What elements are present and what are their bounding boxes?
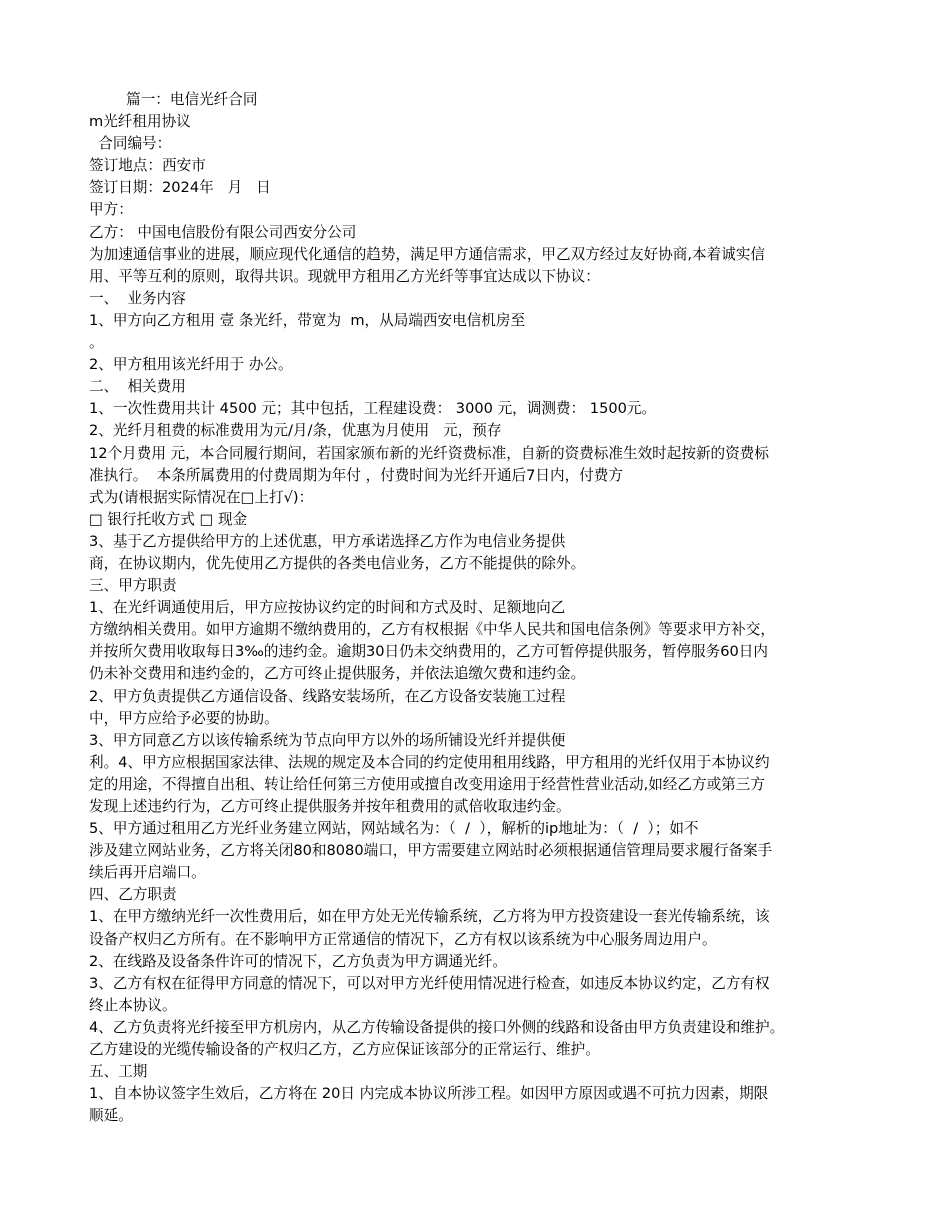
clause-line: 1、在甲方缴纳光纤一次性费用后，如在甲方处无光传输系统，乙方将为甲方投资建设一套光传输系统，该	[89, 908, 770, 926]
clause-line: 1、一次性费用共计 4500 元；其中包括，工程建设费： 3000 元，调测费： 1500元。	[89, 400, 657, 418]
clause-line: 2、甲方负责提供乙方通信设备、线路安装场所，在乙方设备安装施工过程	[89, 687, 566, 705]
clause-line: 续后再开启端口。	[89, 864, 206, 882]
signing-place: 签订地点：西安市	[89, 157, 206, 175]
clause-line: 3、乙方有权在征得甲方同意的情况下，可以对甲方光纤使用情况进行检查，如违反本协议约定，乙方有权	[89, 974, 770, 992]
contract-number: 合同编号：	[89, 135, 172, 153]
clause-line: 式为(请根据实际情况在□上打√)：	[89, 488, 314, 506]
clause-line: 1、在光纤调通使用后，甲方应按协议约定的时间和方式及时、足额地向乙	[89, 599, 566, 617]
clause-line: 2、在线路及设备条件许可的情况下，乙方负责为甲方调通光纤。	[89, 952, 507, 970]
clause-line: 设备产权归乙方所有。在不影响甲方正常通信的情况下，乙方有权以该系统为中心服务周边用户。	[89, 930, 717, 948]
section-heading: 四、乙方职责	[89, 886, 177, 904]
clause-line: 2、光纤月租费的标准费用为元/月/条，优惠为月使用 元，预存	[89, 422, 502, 440]
clause-line: 定的用途，不得擅自出租、转让给任何第三方使用或擅自改变用途用于经营性营业活动,如经乙方或第三方	[89, 775, 765, 793]
clause-line: 终止本协议。	[89, 996, 177, 1014]
clause-line: 12个月费用 元，本合同履行期间，若国家颁布新的光纤资费标准，自新的资费标准生效时起按新的资费标	[89, 444, 769, 462]
signing-date: 签订日期：2024年 月 日	[89, 179, 271, 197]
section-heading: 三、甲方职责	[89, 577, 177, 595]
clause-line: 商，在协议期内，优先使用乙方提供的各类电信业务，乙方不能提供的除外。	[89, 554, 586, 572]
clause-line: 利。4、甲方应根据国家法律、法规的规定及本合同的约定使用租用线路，甲方租用的光纤仅用于本协议约	[89, 753, 770, 771]
clause-line: 准执行。 本条所属费用的付费周期为年付 ，付费时间为光纤开通后7日内，付费方	[89, 466, 623, 484]
clause-line: 。	[89, 334, 104, 352]
clause-line: 并按所欠费用收取每日3‰的违约金。逾期30日仍未交纳费用的，乙方可暂停提供服务，暂停服务60日内	[89, 643, 768, 661]
section-heading: 五、工期	[89, 1063, 148, 1081]
party-a: 甲方：	[89, 201, 133, 219]
clause-line: 中，甲方应给予必要的协助。	[89, 709, 279, 727]
preamble-line: 用、平等互利的原则，取得共识。现就甲方租用乙方光纤等事宜达成以下协议：	[89, 267, 600, 285]
clause-line: 涉及建立网站业务，乙方将关闭80和8080端口，甲方需要建立网站时必须根据通信管理局要求履行备案手	[89, 842, 773, 860]
clause-line: 1、自本协议签字生效后，乙方将在 20日 内完成本协议所涉工程。如因甲方原因或遇不可抗力因素，期限	[89, 1085, 769, 1103]
payment-options: □ 银行托收方式 □ 现金	[89, 510, 248, 528]
clause-line: 5、甲方通过租用乙方光纤业务建立网站，网站域名为：（ / ），解析的ip地址为：（ / ）；如不	[89, 820, 699, 838]
clause-line: 3、基于乙方提供给甲方的上述优惠，甲方承诺选择乙方作为电信业务提供	[89, 532, 566, 550]
section-heading: 二、 相关费用	[89, 378, 186, 396]
party-b: 乙方： 中国电信股份有限公司西安分公司	[89, 223, 357, 241]
document-page	[89, 89, 864, 1127]
clause-line: 顺延。	[89, 1107, 133, 1125]
preamble-line: 为加速通信事业的进展，顺应现代化通信的趋势，满足甲方通信需求，甲乙双方经过友好协商,本着诚实信	[89, 245, 765, 263]
section-heading: 一、 业务内容	[89, 289, 186, 307]
clause-line: 2、甲方租用该光纤用于 办公。	[89, 356, 293, 374]
clause-line: 方缴纳相关费用。如甲方逾期不缴纳费用的，乙方有权根据《中华人民共和国电信条例》等要求甲方补交，	[89, 621, 775, 639]
clause-line: 1、甲方向乙方租用 壹 条光纤，带宽为 m，从局端西安电信机房至	[89, 311, 526, 329]
clause-line: 仍未补交费用和违约金的，乙方可终止提供服务，并依法追缴欠费和违约金。	[89, 665, 586, 683]
clause-line: 乙方建设的光缆传输设备的产权归乙方，乙方应保证该部分的正常运行、维护。	[89, 1041, 600, 1059]
clause-line: 发现上述违约行为，乙方可终止提供服务并按年租费用的贰倍收取违约金。	[89, 798, 571, 815]
clause-line: 4、乙方负责将光纤接至甲方机房内，从乙方传输设备提供的接口外侧的线路和设备由甲方负责建设和维护。	[89, 1018, 785, 1036]
clause-line: 3、甲方同意乙方以该传输系统为节点向甲方以外的场所铺设光纤并提供便	[89, 731, 566, 749]
doc-section-heading: 篇一：电信光纤合同	[89, 91, 258, 108]
doc-title: m光纤租用协议	[89, 113, 191, 131]
